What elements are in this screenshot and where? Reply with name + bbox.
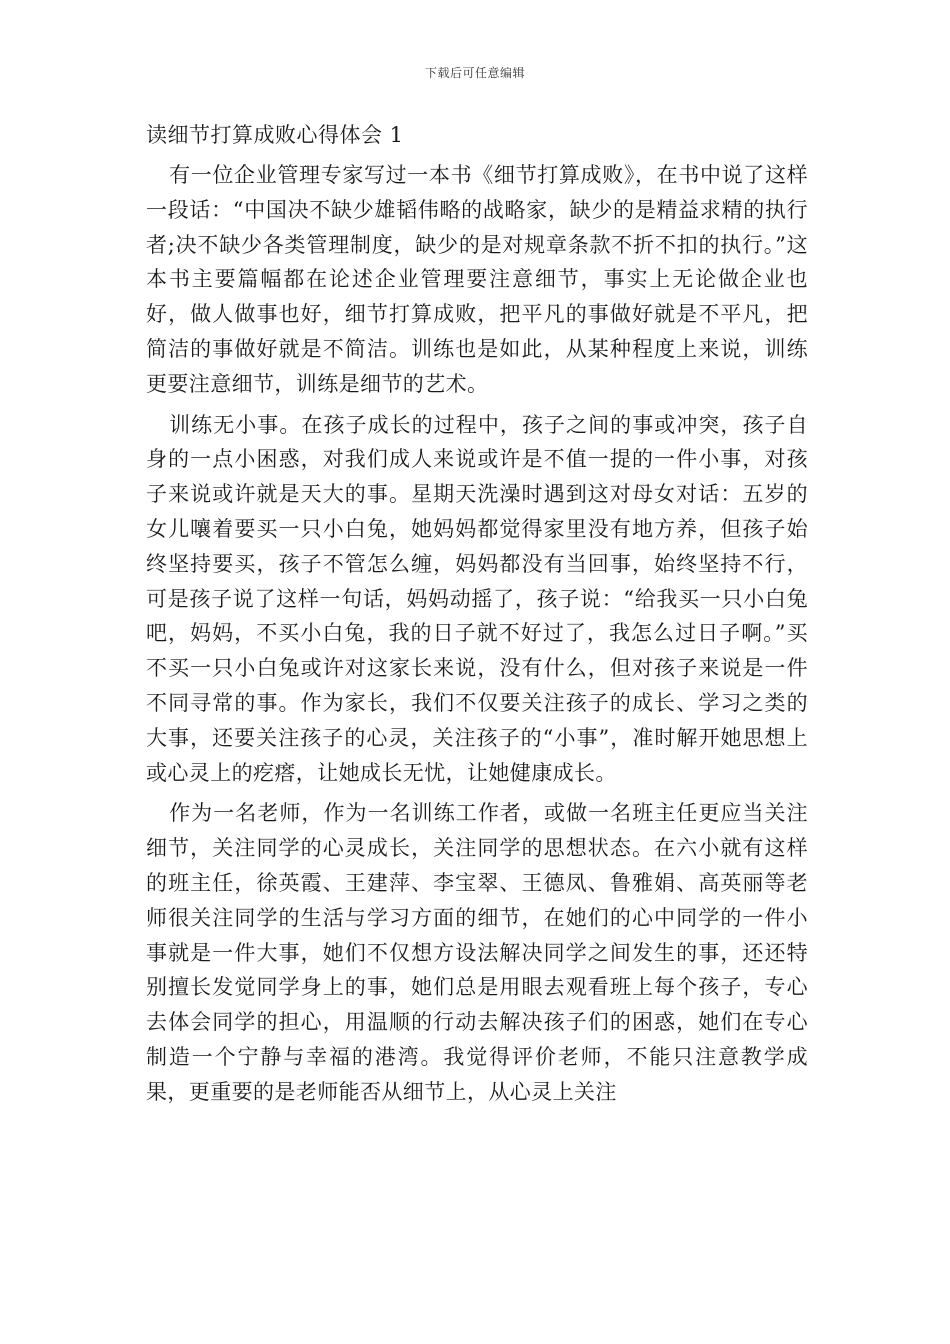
paragraph-2: 训练无小事。在孩子成长的过程中，孩子之间的事或冲突，孩子自身的一点小困惑，对我们成人来说或许是不值一提的一件小事，对孩子来说或许就是天大的事。星期天洗澡时遇到这对母女对话：五岁的女儿嚷着要买一只小白兔，她妈妈都觉得家里没有地方养，但孩子始终坚持要买，孩子不管怎么缠，妈妈都没有当回事，始终坚持不行，可是孩子说了这样一句话，妈妈动摇了，孩子说：“给我买一只小白兔吧，妈妈，不买小白兔，我的日子就不好过了，我怎么过日子啊。”买不买一只小白兔或许对这家长来说，没有什么，但对孩子来说是一件不同寻常的事。作为家长，我们不仅要关注孩子的成长、学习之类的大事，还要关注孩子的心灵，关注孩子的“小事”，准时解开她思想上或心灵上的疙瘩，让她成长无忧，让她健康成长。 <box>146 412 808 785</box>
document-title: 读细节打算成败心得体会 1 <box>146 123 404 147</box>
document-body <box>146 118 808 1116</box>
page-header: 下载后可任意编辑 <box>424 66 525 80</box>
paragraph-1: 有一位企业管理专家写过一本书《细节打算成败》，在书中说了这样一段话：“中国决不缺少雄韬伟略的战略家，缺少的是精益求精的执行者;决不缺少各类管理制度，缺少的是对规章条款不折不扣的执行。”这本书主要篇幅都在论述企业管理要注意细节，事实上无论做企业也好，做人做事也好，细节打算成败，把平凡的事做好就是不平凡，把简洁的事做好就是不简洁。训练也是如此，从某种程度上来说，训练更要注意细节，训练是细节的艺术。 <box>146 163 808 396</box>
paragraph-3: 作为一名老师，作为一名训练工作者，或做一名班主任更应当关注细节，关注同学的心灵成长，关注同学的思想状态。在六小就有这样的班主任，徐英霞、王建萍、李宝翠、王德凤、鲁雅娟、高英丽等老师很关注同学的生活与学习方面的细节，在她们的心中同学的一件小事就是一件大事，她们不仅想方设法解决同学之间发生的事，还还特别擅长发觉同学身上的事，她们总是用眼去观看班上每个孩子，专心去体会同学的担心，用温顺的行动去解决孩子们的困惑，她们在专心制造一个宁静与幸福的港湾。我觉得评价老师，不能只注意教学成果，更重要的是老师能否从细节上，从心灵上关注 <box>146 801 808 1104</box>
